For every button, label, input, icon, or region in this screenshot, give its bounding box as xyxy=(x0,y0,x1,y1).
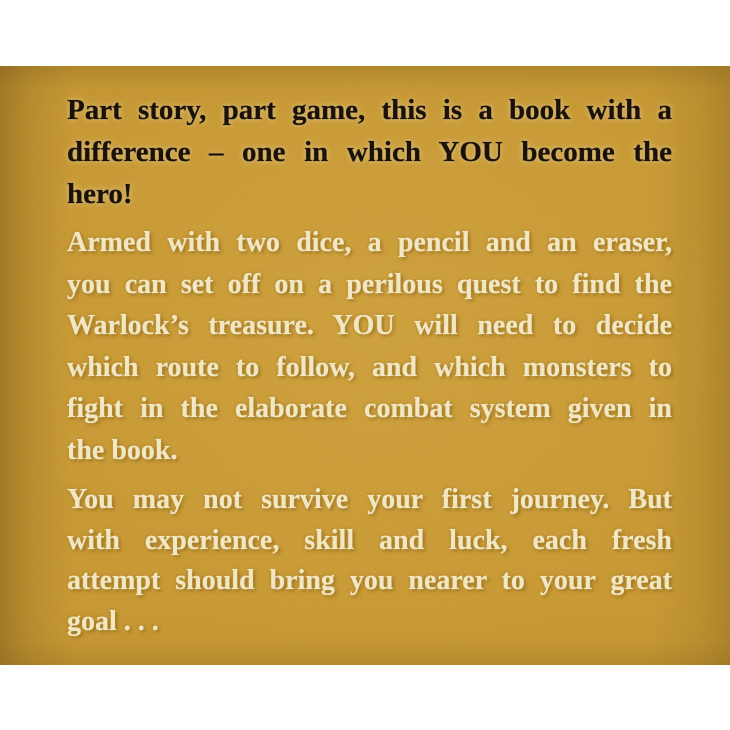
blurb-line: you can set off on a perilous quest to find the xyxy=(67,268,672,300)
blurb-line: You may not survive your first journey. But xyxy=(67,484,672,515)
blurb-line: Part story, part game, this is a book with a xyxy=(67,94,672,126)
blurb-line: hero! xyxy=(67,178,133,210)
blurb-line: with experience, skill and luck, each fresh xyxy=(67,524,672,556)
blurb-line: which route to follow, and which monsters to xyxy=(67,351,672,383)
blurb-paragraph-gameplay xyxy=(67,222,672,471)
blurb-paragraph-intro xyxy=(67,89,672,215)
blurb-line: goal . . . xyxy=(67,605,159,637)
book-back-cover xyxy=(0,66,730,665)
blurb-line: difference – one in which YOU become the xyxy=(67,136,672,168)
blurb-line: Armed with two dice, a pencil and an eraser, xyxy=(67,227,672,258)
blurb-text-block xyxy=(67,66,672,642)
blurb-paragraph-challenge xyxy=(67,480,672,642)
blurb-line: fight in the elaborate combat system given in xyxy=(67,393,672,424)
blurb-line: the book. xyxy=(67,434,178,466)
blurb-line: Warlock’s treasure. YOU will need to decide xyxy=(67,310,672,341)
blurb-line: attempt should bring you nearer to your great xyxy=(67,565,672,596)
